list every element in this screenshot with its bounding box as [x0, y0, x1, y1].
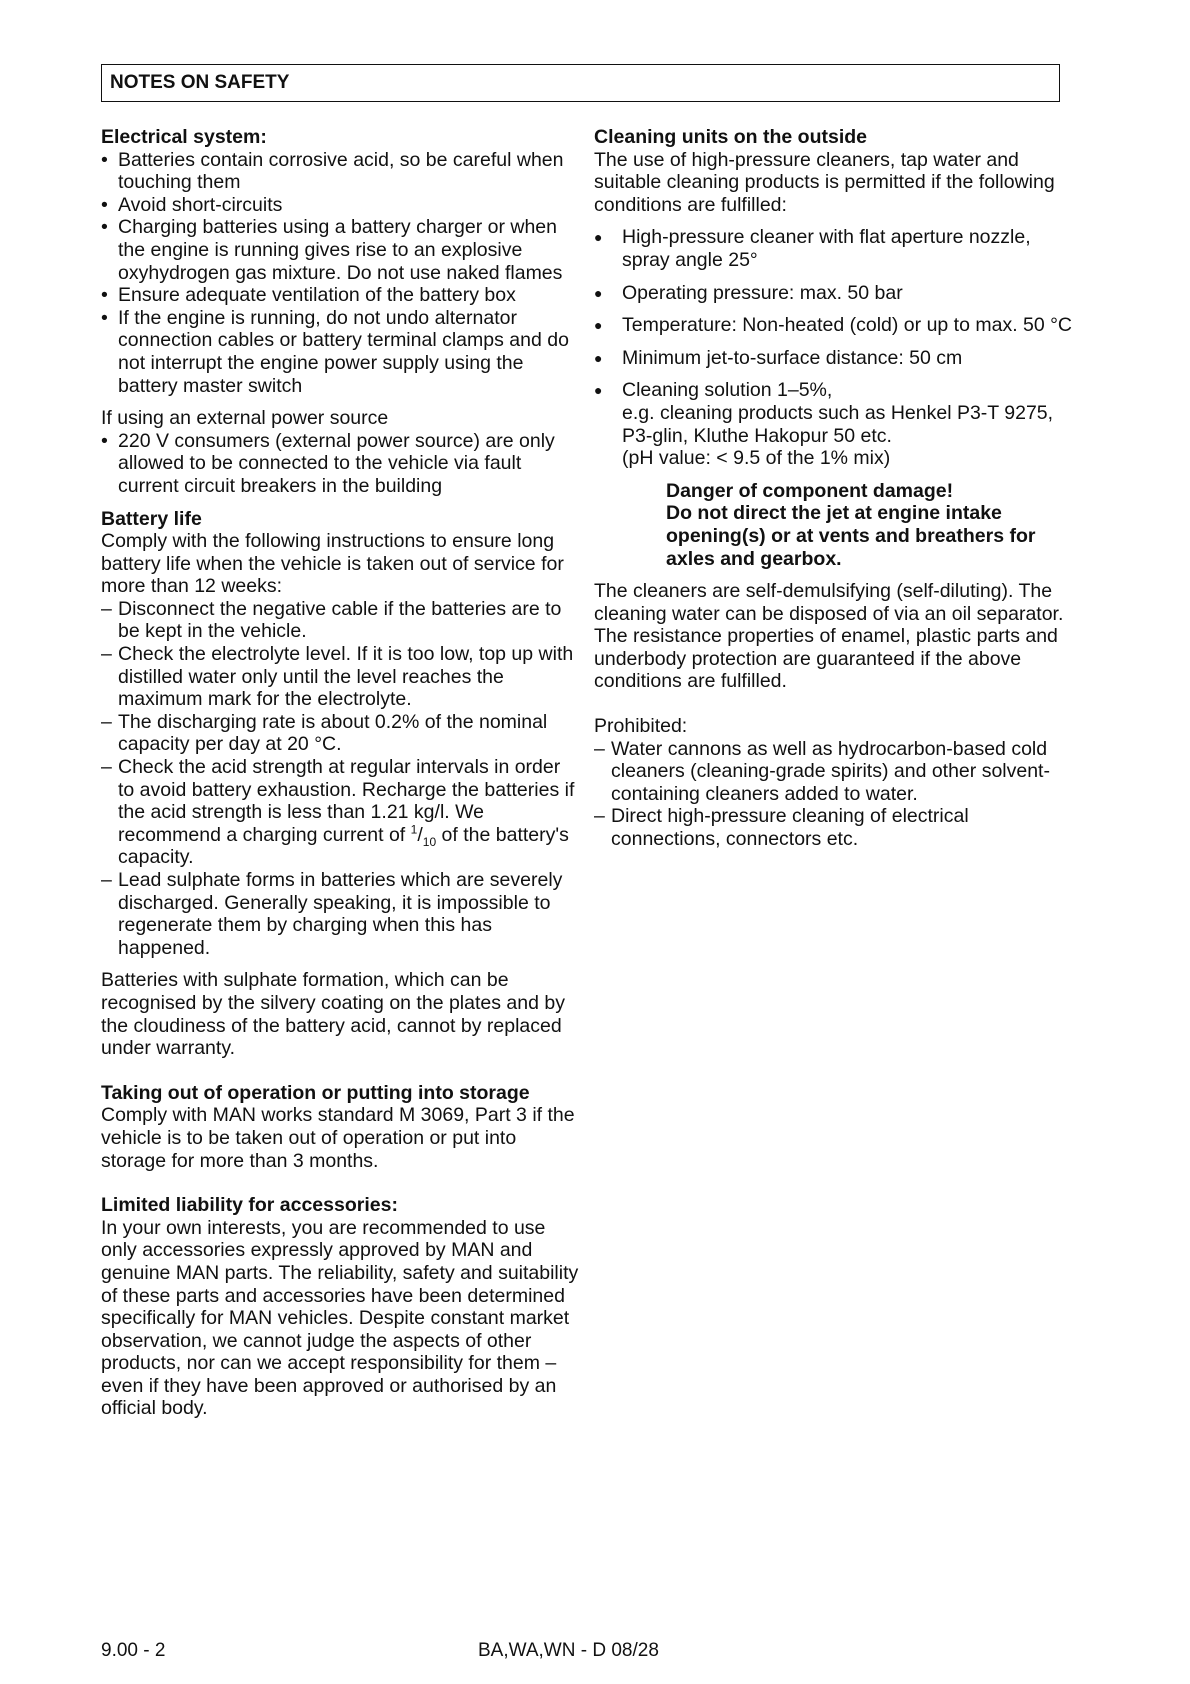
battery-heading: Battery life: [101, 507, 202, 530]
list-item: – Lead sulphate forms in batteries which are severely discharged. Generally speaking, it is impossible to regenerate them by charging when this has happened.: [101, 869, 581, 959]
battery-list: [101, 598, 581, 960]
self-dilute-text: The cleaners are self-demulsifying (self-diluting). The cleaning water can be disposed of via an oil separator. The resistance properties of enamel, plastic parts and underbody protection are guaranteed if the above conditions are fulfilled.: [594, 580, 1064, 693]
page-number: 9.00 - 2: [101, 1640, 166, 1661]
storage-heading: Taking out of operation or putting into storage: [101, 1081, 530, 1104]
liability-heading: Limited liability for accessories:: [101, 1194, 398, 1217]
left-column: [101, 126, 581, 1420]
list-item: ● High-pressure cleaner with flat aperture nozzle, spray angle 25°: [594, 226, 1072, 271]
damage-warning: [594, 480, 1072, 570]
cleaning-conditions: [594, 226, 1072, 469]
cleaning-intro: The use of high-pressure cleaners, tap water and suitable cleaning products is permitted if the following conditions are fulfilled:: [594, 148, 1055, 216]
list-item: – Check the acid strength at regular intervals in order to avoid battery exhaustion. Recharge the batteries if the acid strength is less than 1.21 kg/l. We recommend a charging current of $^1/_{10}$ of the battery's capacity.: [101, 756, 581, 869]
document-code: BA,WA,WN - D 08/28: [478, 1640, 659, 1661]
external-power-intro: If using an external power source: [101, 407, 389, 430]
electrical-heading: Electrical system:: [101, 126, 267, 148]
list-item: – Check the electrolyte level. If it is too low, top up with distilled water only until the level reaches the maximum mark for the electrolyte.: [101, 643, 581, 711]
warranty-note: Batteries with sulphate formation, which can be recognised by the silvery coating on the plates and by the cloudiness of the battery acid, cannot by replaced under warranty.: [101, 969, 565, 1060]
list-item: • If the engine is running, do not undo alternator connection cables or battery terminal clamps and do not interrupt the engine power supply using the battery master switch: [101, 307, 581, 397]
section-header: [101, 64, 1060, 102]
warning-text: Do not direct the jet at engine intake opening(s) or at vents and breathers for axles and gearbox.: [666, 502, 1036, 570]
prohibited-label: Prohibited:: [594, 715, 688, 738]
list-item: ● Temperature: Non-heated (cold) or up to max. 50 °C: [594, 314, 1072, 337]
warning-title: Danger of component damage!: [666, 479, 954, 502]
liability-text: In your own interests, you are recommended to use only accessories expressly approved by MAN and genuine MAN parts. The reliability, safety and suitability of these parts and accessories have been determined specifically for MAN vehicles. Despite constant market observation, we cannot judge the aspects of other products, nor can we accept responsibility for them – even if they have been approved or authorised by an official body.: [101, 1216, 579, 1420]
electrical-list: [101, 149, 581, 398]
right-column: [594, 126, 1072, 851]
list-item: – Disconnect the negative cable if the batteries are to be kept in the vehicle.: [101, 598, 581, 643]
list-item: • Charging batteries using a battery charger or when the engine is running gives rise to an explosive oxyhydrogen gas mixture. Do not use naked flames: [101, 216, 581, 284]
list-item: • Batteries contain corrosive acid, so be careful when touching them: [101, 149, 581, 194]
list-item: – The discharging rate is about 0.2% of the nominal capacity per day at 20 °C.: [101, 711, 581, 756]
list-item: – Direct high-pressure cleaning of electrical connections, connectors etc.: [594, 805, 1072, 850]
external-power-list: [101, 430, 581, 498]
list-item: ● Minimum jet-to-surface distance: 50 cm: [594, 347, 1072, 370]
list-item: ● Cleaning solution 1–5%, e.g. cleaning products such as Henkel P3-T 9275, P3-glin, Kluthe Hakopur 50 etc. (pH value: < 9.5 of the 1% mix): [594, 379, 1072, 469]
cleaning-heading: Cleaning units on the outside: [594, 126, 867, 148]
list-item: • 220 V consumers (external power source) are only allowed to be connected to the vehicle via fault current circuit breakers in the building: [101, 430, 581, 498]
list-item: ● Operating pressure: max. 50 bar: [594, 282, 1072, 305]
storage-text: Comply with MAN works standard M 3069, Part 3 if the vehicle is to be taken out of operation or put into storage for more than 3 months.: [101, 1104, 575, 1172]
list-item: • Ensure adequate ventilation of the battery box: [101, 284, 581, 307]
section-title: NOTES ON SAFETY: [110, 72, 290, 93]
list-item: • Avoid short-circuits: [101, 194, 581, 217]
list-item: – Water cannons as well as hydrocarbon-based cold cleaners (cleaning-grade spirits) and other solvent-containing cleaners added to water.: [594, 738, 1072, 806]
prohibited-list: [594, 738, 1072, 851]
battery-intro: Comply with the following instructions to ensure long battery life when the vehicle is taken out of service for more than 12 weeks:: [101, 530, 564, 598]
